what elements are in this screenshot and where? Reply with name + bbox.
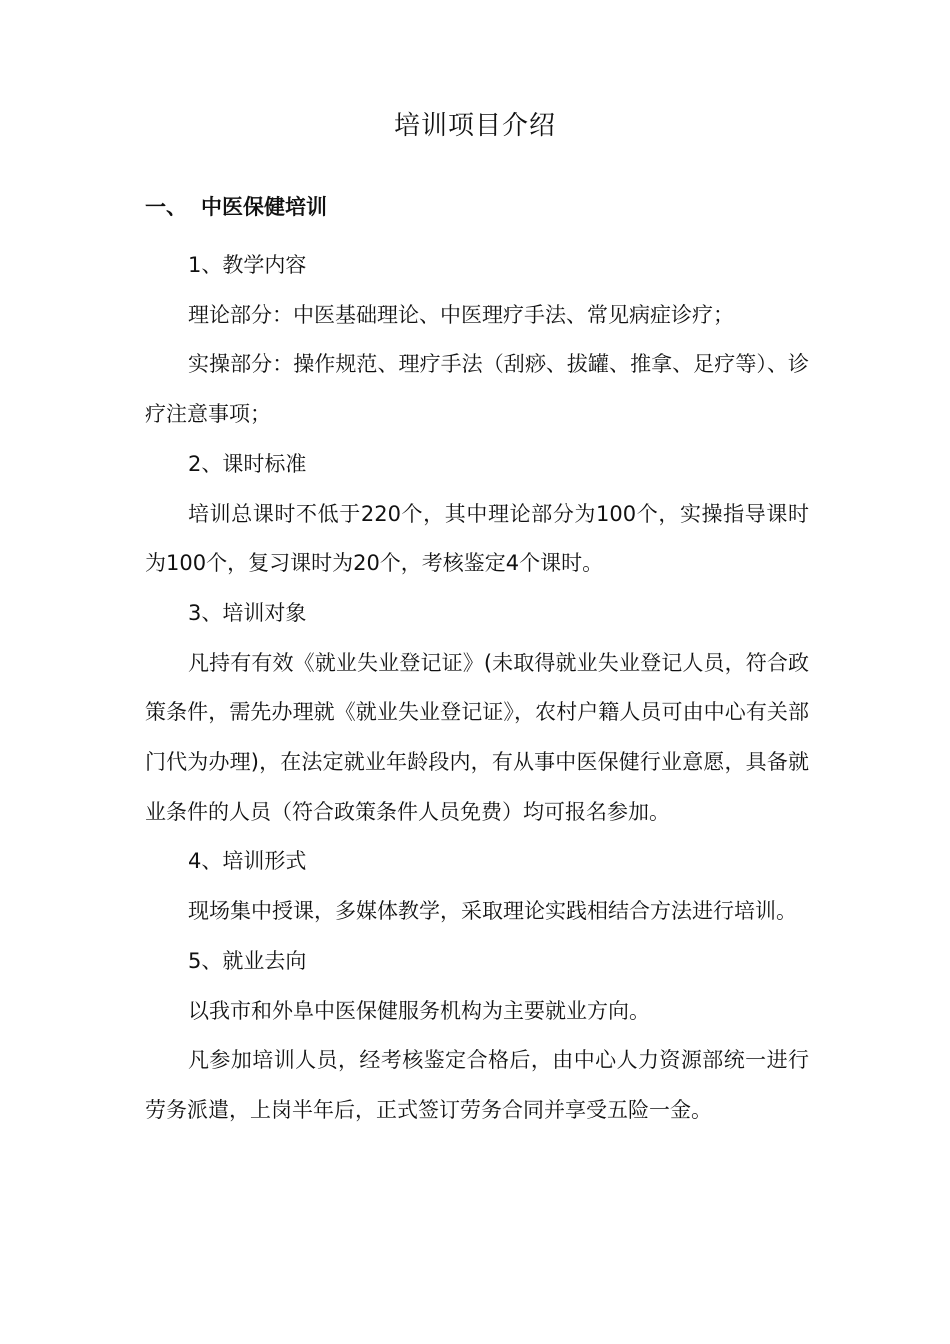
subsection-heading-training-format: 4、培训形式 (188, 849, 307, 874)
subsection-heading-employment: 5、就业去向 (188, 948, 307, 973)
document-title: 培训项目介绍 (393, 111, 556, 141)
paragraph-theory-part: 理论部分：中医基础理论、中医理疗手法、常见病症诊疗； (188, 302, 734, 327)
subsection-heading-trainees: 3、培训对象 (188, 600, 307, 625)
subsection-heading-class-hours: 2、课时标准 (188, 451, 307, 476)
paragraph-class-hours: 培训总课时不低于220个，其中理论部分为100个，实操指导课时为100个，复习课时为20个，考核鉴定4个课时。 (145, 501, 809, 576)
document-body (145, 241, 809, 1136)
paragraph-employment-dispatch: 凡参加培训人员，经考核鉴定合格后，由中心人力资源部统一进行劳务派遣，上岗半年后，正式签订劳务合同并享受五险一金。 (145, 1048, 809, 1122)
paragraph-trainees: 凡持有有效《就业失业登记证》(未取得就业失业登记人员，符合政策条件，需先办理就《就业失业登记证》，农村户籍人员可由中心有关部门代为办理)，在法定就业年龄段内，有从事中医保健行业意愿，具备就业条件的人员（符合政策条件人员免费）均可报名参加。 (145, 650, 809, 824)
paragraph-employment-direction: 以我市和外阜中医保健服务机构为主要就业方向。 (188, 998, 650, 1023)
paragraph-practice-part: 实操部分：操作规范、理疗手法（刮痧、拔罐、推拿、足疗等）、诊疗注意事项； (145, 352, 809, 427)
section-heading-text: 中医保健培训 (201, 195, 327, 219)
section-heading (145, 192, 327, 222)
subsection-heading-teaching-content: 1、教学内容 (188, 253, 307, 277)
section-number: 一、 (145, 195, 187, 219)
paragraph-training-format: 现场集中授课，多媒体教学，采取理论实践相结合方法进行培训。 (188, 899, 797, 924)
